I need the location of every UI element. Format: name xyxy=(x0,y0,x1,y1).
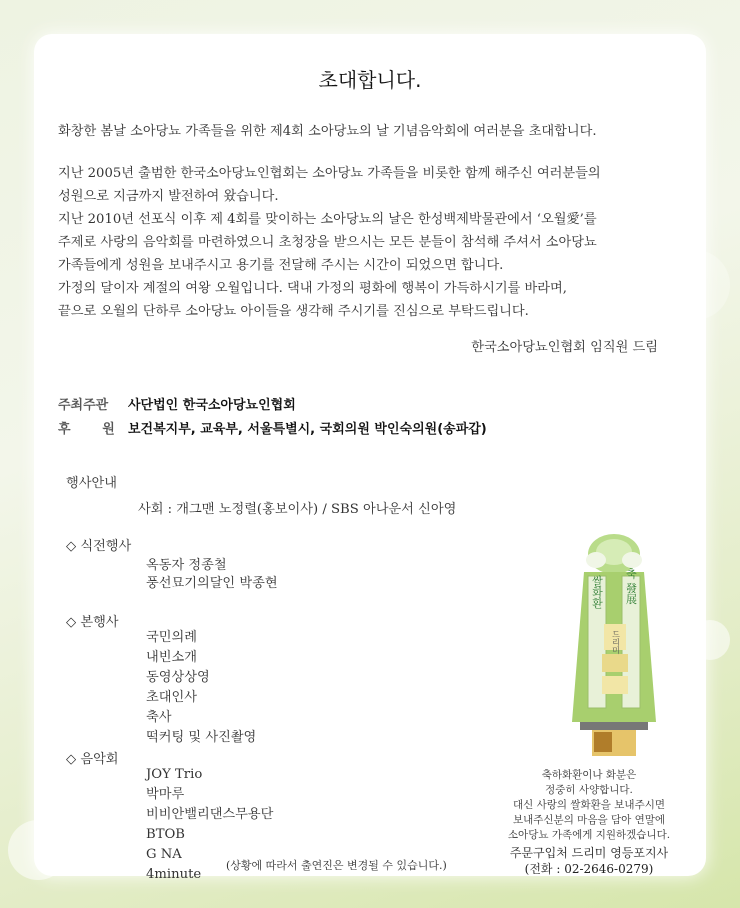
list-item: 떡커팅 및 사진촬영 xyxy=(146,730,257,745)
body-line: 지난 2010년 선포식 이후 제 4회를 맞이하는 소아당뇨의 날은 한성백제박물관에서 ‘오월愛’를 xyxy=(58,212,597,227)
wreath-caption xyxy=(489,768,689,843)
list-item: 국민의례 xyxy=(146,630,197,645)
signature: 한국소아당뇨인협회 임직원 드림 xyxy=(471,340,658,355)
sponsor-label: 후 원 xyxy=(58,422,115,437)
list-item: 축사 xyxy=(146,710,172,725)
list-item: 비비안밸리댄스무용단 xyxy=(146,807,274,822)
host-row xyxy=(58,394,296,413)
body-line: 끝으로 오월의 단하루 소아당뇨 아이들을 생각해 주시기를 진심으로 부탁드립니다. xyxy=(58,304,529,319)
body-line: 가족들에게 성원을 보내주시고 용기를 전달해 주시는 시간이 되었으면 합니다. xyxy=(58,258,504,273)
caption-line: 정중히 사양합니다. xyxy=(545,784,633,796)
list-item: BTOB xyxy=(146,827,185,842)
caption-line: 축하화환이나 화분은 xyxy=(541,769,637,781)
event-heading: 행사안내 xyxy=(66,476,117,491)
wreath-sign-text: 드리미 xyxy=(611,630,621,654)
sponsor-value: 보건복지부, 교육부, 서울특별시, 국회의원 박인숙의원(송파갑) xyxy=(128,422,487,437)
rice-wreath-image xyxy=(546,532,682,760)
caption-line: 대신 사랑의 쌀화환을 보내주시면 xyxy=(512,799,665,811)
list-item: JOY Trio xyxy=(146,767,203,782)
list-item: 동영상상영 xyxy=(146,670,210,685)
body-line: 주제로 사랑의 음악회를 마련하였으니 초청장을 받으시는 모든 분들이 참석해 주셔서 소아당뇨 xyxy=(58,235,597,250)
section-heading: ◇ 식전행사 xyxy=(66,539,132,554)
caption-line: 소아당뇨 가족에게 지원하겠습니다. xyxy=(507,829,671,841)
ribbon-right-text: 축 發展 xyxy=(624,567,638,605)
order-line: (전화 : 02-2646-0279) xyxy=(524,862,654,876)
list-item: 초대인사 xyxy=(146,690,197,705)
list-item: G NA xyxy=(146,847,182,862)
ribbon-left-text: 쌀화환 xyxy=(590,575,604,609)
body-line: 성원으로 지금까지 발전하여 왔습니다. xyxy=(58,189,279,204)
order-line: 주문구입처 드리미 영등포지사 xyxy=(509,846,669,860)
performer-note: (상황에 따라서 출연진은 변경될 수 있습니다.) xyxy=(226,859,447,872)
intro-paragraph: 화창한 봄날 소아당뇨 가족들을 위한 제4회 소아당뇨의 날 기념음악회에 여러분을 초대합니다. xyxy=(58,124,597,139)
mc-line: 사회 : 개그맨 노정렬(홍보이사) / SBS 아나운서 신아영 xyxy=(138,502,457,517)
section-heading: ◇ 음악회 xyxy=(66,752,119,767)
list-item: 옥동자 정종철 xyxy=(146,558,227,573)
invitation-card xyxy=(34,34,706,882)
order-info xyxy=(489,845,689,877)
body-line: 지난 2005년 출범한 한국소아당뇨인협회는 소아당뇨 가족들을 비롯한 함께 해주신 여러분들의 xyxy=(58,166,601,181)
list-item: 내빈소개 xyxy=(146,650,197,665)
list-item: 풍선묘기의달인 박종현 xyxy=(146,576,278,591)
list-item: 4minute xyxy=(146,867,202,882)
host-value: 사단법인 한국소아당뇨인협회 xyxy=(128,398,296,413)
body-line: 가정의 달이자 계절의 여왕 오월입니다. 댁내 가정의 평화에 행복이 가득하시기를 바라며, xyxy=(58,281,567,296)
caption-line: 보내주신분의 마음을 담아 연말에 xyxy=(512,814,665,826)
host-label: 주최주관 xyxy=(58,398,109,413)
section-heading: ◇ 본행사 xyxy=(66,615,119,630)
page-title: 초대합니다. xyxy=(318,68,422,92)
list-item: 박마루 xyxy=(146,787,185,802)
sponsor-row xyxy=(58,418,487,437)
